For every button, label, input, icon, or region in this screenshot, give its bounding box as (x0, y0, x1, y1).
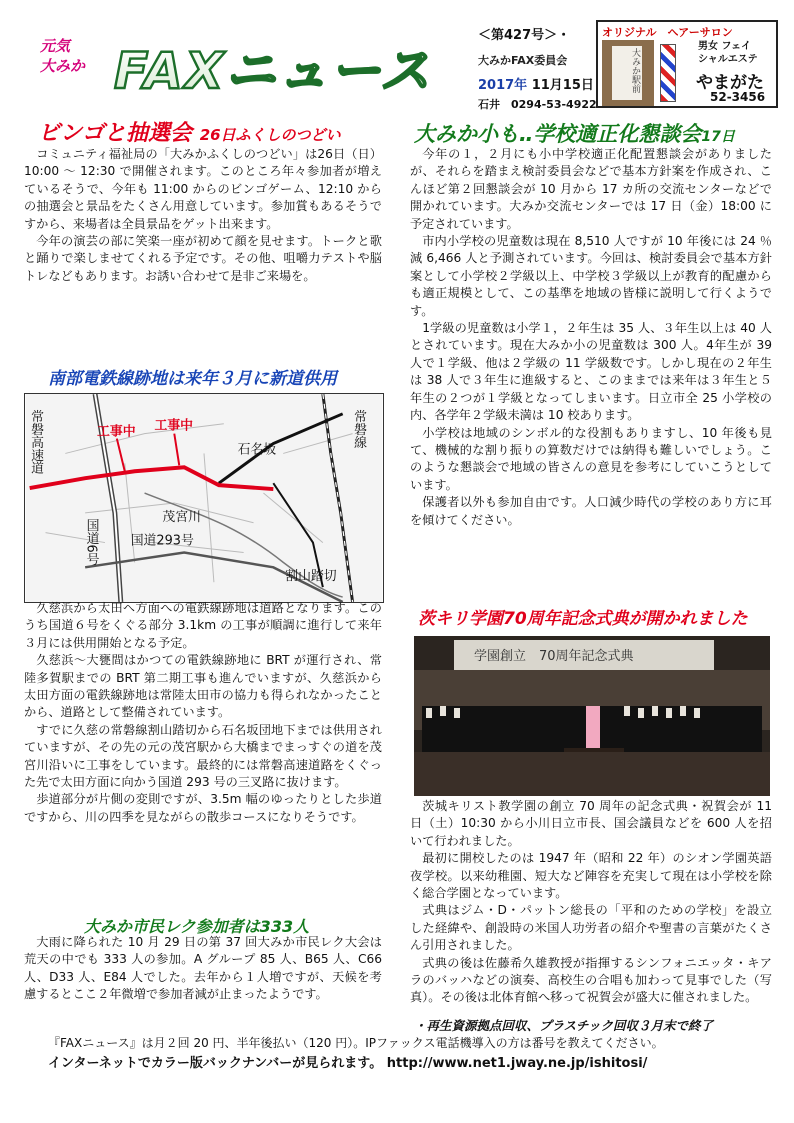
bingo-body (24, 146, 382, 285)
paragraph: 今年の１，２月にも小中学校適正化配置懇談会がありましたが、それらを踏まえ検討委員会などで基本方針案を作成され、こんほど第２回懇談会が 10 月から 17 カ所の交流センターなどで開かれています。大みか交流センターでは 17 日（金）18:00 に予定されています。 (410, 147, 772, 231)
salon-phone: 52-3456 (710, 90, 766, 104)
subscription-note: 『FAXニュース』は月２回 20 円、半年後払い（120 円）。IPファックス電話機導入の方は番号を教えてください。 (48, 1036, 664, 1050)
paragraph: 市内小学校の児童数は現在 8,510 人ですが 10 年後には 24 ％減 6,466 人と予測されています。今回は、検討委員会で基本方針案として小学校２学級以上、中学校３学級以上が教育的配慮からも適正規模として、この基準を地域の皆様に説明して行くようです。 (410, 234, 772, 318)
contact-tel: 石井 0294-53-4922 (478, 98, 597, 111)
issue-number: ＜第427号＞・ (478, 28, 571, 43)
web-note (48, 1052, 647, 1071)
date-day: 11月15日 (531, 78, 594, 93)
bingo-heading (38, 116, 341, 147)
paragraph: 小学校は地域のシンボル的な役割もありますし、10 年後も見て、機械的な割り振りの算数だけでは納得も難しいでしょう。このような懇談会で地域の皆さんの意見を参考にしていこうとしています。 (410, 425, 772, 492)
fax-news-logo (108, 38, 438, 100)
closing-notice: ・再生資源拠点回収、プラスチック回収３月末で終了 (414, 1018, 714, 1033)
school-title: 大みか小も‥学校適正化懇談会 (414, 122, 702, 146)
ad-line2: 男女 フェイ (698, 41, 751, 52)
paragraph: 式典はジム・D・パットン総長の「平和のための学校」を設立した経緯や、創設時の米国人功労者の紹介や聖書の言葉がたくさん引用されました。 (410, 903, 772, 953)
school-body (410, 146, 772, 529)
rail-heading: 南部電鉄線跡地は来年３月に新道供用 (48, 369, 337, 389)
map-label-ishinazaka: 石名坂 (237, 442, 277, 458)
genki-line2: 大みか (40, 57, 86, 75)
paragraph: 最初に開校したのは 1947 年（昭和 22 年）のシオン学園英語夜学校。以来幼稚園、短大など陣容を充実して現在は小学校を除く総合学園となっています。 (410, 851, 772, 901)
logo-text: FAXニュース (114, 42, 432, 100)
paragraph: 1学級の児童数は小学１，２年生は 35 人、３年生以上は 40 人とされています。現在大みか小の児童数は 300 人。4年生が 39 人で１学級、他は２学級の 11 学級数です。しかし現在の２年生は 38 人で３年生に進級すると、このままでは来年は３年生と５年生の２つが１学級となってしまいます。日立市全 25 小学校の内、各学年２学級未満は 10 校あります。 (410, 321, 772, 423)
map-label-joban-line: 常磐線 (351, 409, 367, 449)
school-heading (414, 118, 735, 148)
bingo-title: ビンゴと抽選会 (38, 121, 193, 146)
school-subtitle: 17日 (701, 129, 735, 145)
rail-body (24, 600, 382, 826)
map-label-joban-highway: 常磐高速道 (28, 409, 44, 475)
map-label-construction1: 工事中 (97, 424, 136, 440)
masthead-genki (40, 36, 102, 76)
paragraph: 歩道部分が片側の変則ですが、3.5m 幅のゆったりとした歩道ですから、川の四季を見ながらの散歩コースになりそうです。 (24, 792, 382, 824)
paragraph: 大雨に降られた 10 月 29 日の第 37 回大みか市民レク大会は荒天の中でも 333 人の参加。A グループ 85 人、B65 人、C66 人、D33 人、E84 人でした。去年から１人増ですが、天候を考慮するとここ２年微増で参加者減が止まったようです。 (24, 935, 382, 1002)
route-map (24, 393, 384, 603)
ibaraki-body (410, 798, 772, 1007)
paragraph: 式典の後は佐藤希久雄教授が指揮するシンフォニエッタ・キアラのバッハなどの演奏、高校生の合唱も加わって見事でした（写真）。その後は北体育館へ移って祝賀会が盛大に催されました。 (410, 955, 772, 1005)
map-label-route6: 国道6号 (83, 518, 99, 566)
map-label-construction2: 工事中 (154, 418, 194, 434)
paragraph: 久慈浜～大甕間はかつての電鉄線跡地に BRT が運行され、常陸多賀駅までの BRT 第二期工事も進んでいますが、久慈浜から太田方面の電鉄線跡地は常陸太田市の協力も得られなかったことから、道路として整備されています。 (24, 653, 382, 720)
map-label-wariyama: 割山踏切 (285, 569, 337, 585)
web-note-text: インターネットでカラー版バックナンバーが見られます。 (48, 1056, 383, 1071)
paragraph: コミュニティ福祉局の「大みかふくしのつどい」は26日（日）10:00 ～ 12:30 で開催されます。このところ年々参加者が増えているそうで、今年も 11:00 からのビンゴゲーム、12:10 からの抽選会と景品をたくさん用意しています。参加賞もあるそうですから、来場者は全員景品をゲット出来ます。 (24, 147, 382, 231)
backnumber-link[interactable]: http://www.net1.jway.ne.jp/ishitosi/ (386, 1056, 648, 1071)
salon-name: やまがた (696, 73, 764, 93)
barber-pole-icon (660, 44, 676, 102)
ad-services (698, 40, 758, 66)
paragraph: 久慈浜から太田ヘ方面への電鉄線跡地は道路となります。このうち国道６号をくぐる部分 3.1km の工事が順調に進行して来年３月には供用開始となる予定。 (24, 601, 382, 650)
ceremony-photo (414, 636, 770, 796)
rec-body (24, 934, 382, 1004)
ad-line1: オリジナル ヘアーサロン (602, 26, 733, 39)
map-label-momiyagawa: 茂宮川 (162, 509, 201, 525)
bingo-subtitle: 26日ふくしのつどい (199, 126, 341, 144)
ibaraki-heading: 茨キリ学園70周年記念式典が開かれました (418, 609, 748, 629)
hair-salon-ad (596, 20, 778, 108)
rec-heading: 大みか市民レク参加者は333人 (84, 917, 310, 936)
genki-line1: 元気 (40, 37, 71, 55)
paragraph: 保護者以外も参加自由です。人口減少時代の学校のあり方に耳を傾けてください。 (410, 495, 772, 527)
committee-name: 大みかFAX委員会 (478, 54, 568, 67)
issue-date (478, 74, 594, 93)
ad-line3: シャルエステ (698, 54, 758, 65)
salon-sign: 大みか駅前 (612, 46, 642, 100)
photo-banner: 学園創立 70周年記念式典 (474, 649, 634, 664)
paragraph: 茨城キリスト教学園の創立 70 周年の記念式典・祝賀会が 11 日（土）10:30 から小川日立市長、国会議員などを 600 人を招いて行われました。 (410, 799, 772, 848)
map-label-route293: 国道293号 (130, 533, 194, 549)
paragraph: 今年の演芸の部に笑楽一座が初めて顔を見せます。トークと歌と踊りで楽しませてくれる予定です。その他、咀嚼力テストや脳トレなどもあります。お誘い合わせて是非ご来場を。 (24, 234, 382, 283)
date-year: 2017年 (478, 78, 528, 93)
salon-photo (602, 40, 654, 106)
paragraph: すでに久慈の常磐線割山踏切から石名坂団地下までは供用されていますが、その先の元の茂宮駅から大橋までまっすぐの道を茂宮川沿いに工事をしています。最終的には常磐高速道路をくぐった先で太田方面に向かう国道 293 号の三叉路に抜けます。 (24, 722, 382, 790)
